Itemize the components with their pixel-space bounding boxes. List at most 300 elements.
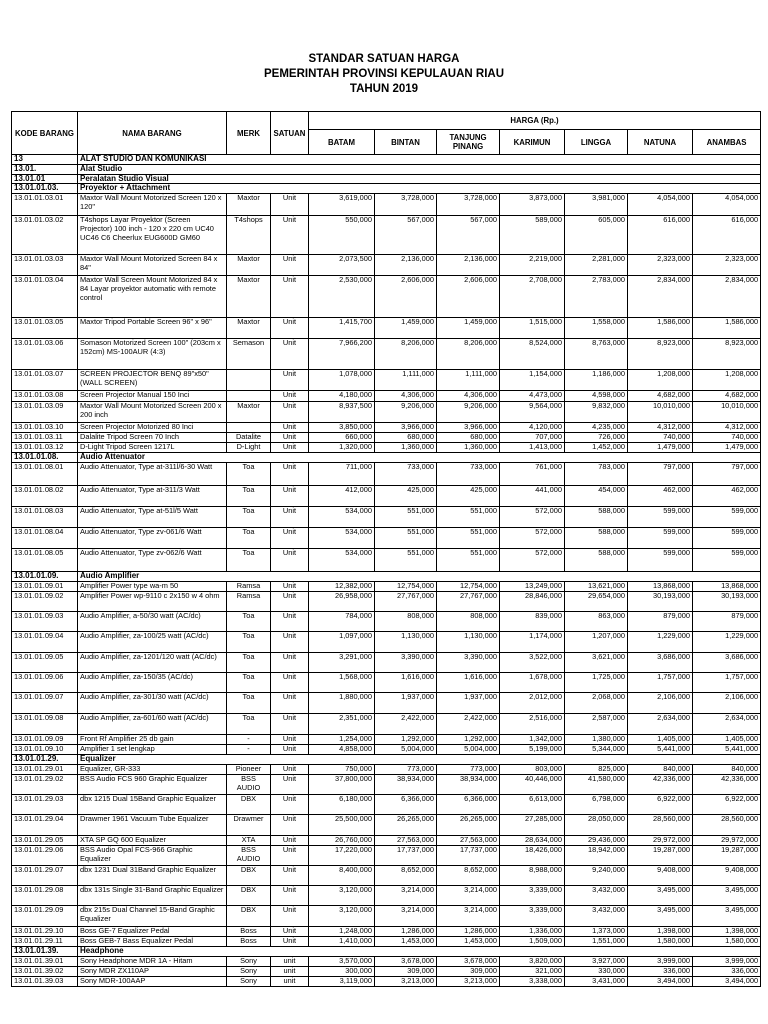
item-price: 1,479,000 <box>693 443 761 453</box>
item-price: 1,360,000 <box>375 443 437 453</box>
item-name: Boss GEB-7 Bass Equalizer Pedal <box>78 936 227 946</box>
header-region: LINGGA <box>565 130 628 155</box>
item-price: 9,564,000 <box>500 402 565 423</box>
item-name: Audio Amplifier, za-1201/120 watt (AC/dc) <box>78 652 227 672</box>
item-price: 1,229,000 <box>693 631 761 652</box>
item-merk: XTA <box>227 835 271 845</box>
item-price: 726,000 <box>565 433 628 443</box>
item-price: 599,000 <box>693 506 761 527</box>
table-row <box>12 713 761 734</box>
item-satuan: Unit <box>271 905 309 926</box>
item-merk: Toa <box>227 713 271 734</box>
item-price: 30,193,000 <box>693 591 761 611</box>
item-name: Audio Attenuator, Type at-311l/6-30 Watt <box>78 462 227 485</box>
item-price: 750,000 <box>309 764 375 774</box>
item-code: 13.01.01.08.04 <box>12 527 78 548</box>
header-merk: MERK <box>227 112 271 155</box>
table-row <box>12 966 761 976</box>
item-price: 1,757,000 <box>693 672 761 692</box>
item-price: 3,291,000 <box>309 652 375 672</box>
item-merk: DBX <box>227 794 271 814</box>
item-merk <box>227 423 271 433</box>
title-line-3: TAHUN 2019 <box>349 83 419 95</box>
header-harga: HARGA (Rp.) <box>309 112 761 130</box>
item-price: 300,000 <box>309 966 375 976</box>
item-price: 2,516,000 <box>500 713 565 734</box>
item-price: 567,000 <box>375 216 437 255</box>
item-price: 1,154,000 <box>500 370 565 391</box>
item-price: 40,446,000 <box>500 774 565 794</box>
item-price: 17,220,000 <box>309 845 375 865</box>
item-price: 1,725,000 <box>565 672 628 692</box>
item-merk: Toa <box>227 631 271 652</box>
item-price: 2,834,000 <box>693 276 761 318</box>
table-body <box>12 155 761 987</box>
table-row <box>12 370 761 391</box>
item-price: 4,473,000 <box>500 391 565 402</box>
item-price: 588,000 <box>565 548 628 571</box>
item-name: Maxtor Wall Mount Motorized Screen 120 x 120" <box>78 194 227 216</box>
item-price: 2,634,000 <box>628 713 693 734</box>
item-price: 4,054,000 <box>628 194 693 216</box>
table-row <box>12 744 761 754</box>
item-price: 599,000 <box>693 527 761 548</box>
item-code: 13.01.01.08.02 <box>12 485 78 506</box>
item-price: 3,686,000 <box>693 652 761 672</box>
item-price: 8,652,000 <box>437 865 500 885</box>
item-price: 1,398,000 <box>693 926 761 936</box>
table-row <box>12 835 761 845</box>
item-merk: Pioneer <box>227 764 271 774</box>
item-code: 13.01.01.03.04 <box>12 276 78 318</box>
table-row <box>12 485 761 506</box>
item-price: 12,754,000 <box>375 581 437 591</box>
item-price: 1,558,000 <box>565 318 628 339</box>
item-satuan: Unit <box>271 581 309 591</box>
item-price: 28,560,000 <box>628 814 693 835</box>
item-merk: Maxtor <box>227 255 271 276</box>
item-name: D-Light Tripod Screen 1217L <box>78 443 227 453</box>
item-code: 13.01.01.29.07 <box>12 865 78 885</box>
item-merk: Toa <box>227 485 271 506</box>
item-merk: DBX <box>227 905 271 926</box>
item-satuan: Unit <box>271 631 309 652</box>
group-row <box>12 946 761 956</box>
item-price: 8,400,000 <box>309 865 375 885</box>
price-table <box>11 111 761 987</box>
item-code: 13.01.01.29.01 <box>12 764 78 774</box>
item-code: 13.01.01.29.05 <box>12 835 78 845</box>
item-price: 3,686,000 <box>628 652 693 672</box>
item-price: 27,767,000 <box>375 591 437 611</box>
item-price: 808,000 <box>437 611 500 631</box>
item-price: 4,312,000 <box>628 423 693 433</box>
header-region: BINTAN <box>375 130 437 155</box>
item-name: dbx 1215 Dual 15Band Graphic Equalizer <box>78 794 227 814</box>
item-price: 25,500,000 <box>309 814 375 835</box>
item-name: Audio Attenuator, Type at-311/3 Watt <box>78 485 227 506</box>
item-price: 2,012,000 <box>500 692 565 713</box>
item-name: dbx 215s Dual Channel 15-Band Graphic Equalizer <box>78 905 227 926</box>
item-name: Amplifier 1 set lengkap <box>78 744 227 754</box>
item-name: Audio Amplifier, za-150/35 (AC/dc) <box>78 672 227 692</box>
item-satuan: Unit <box>271 845 309 865</box>
item-price: 37,800,000 <box>309 774 375 794</box>
group-code: 13.01.01.39. <box>12 946 78 956</box>
item-price: 1,097,000 <box>309 631 375 652</box>
item-price: 1,208,000 <box>693 370 761 391</box>
item-price: 550,000 <box>309 216 375 255</box>
item-price: 336,000 <box>628 966 693 976</box>
item-name: Sony Headphone MDR 1A - Hitam <box>78 956 227 966</box>
group-code: 13.01.01.09. <box>12 571 78 581</box>
item-name: Audio Amplifier, za-100/25 watt (AC/dc) <box>78 631 227 652</box>
item-price: 3,120,000 <box>309 885 375 905</box>
group-row <box>12 184 761 194</box>
item-price: 2,634,000 <box>693 713 761 734</box>
group-name: Proyektor + Attachment <box>78 184 761 194</box>
item-name: dbx 131s Single 31-Band Graphic Equalizer <box>78 885 227 905</box>
item-name: Dalalite Tripod Screen 70 Inch <box>78 433 227 443</box>
item-price: 1,415,700 <box>309 318 375 339</box>
table-row <box>12 794 761 814</box>
item-price: 551,000 <box>437 527 500 548</box>
item-price: 4,682,000 <box>628 391 693 402</box>
item-merk: Toa <box>227 548 271 571</box>
item-price: 28,560,000 <box>693 814 761 835</box>
header-region: TANJUNG PINANG <box>437 130 500 155</box>
item-price: 733,000 <box>437 462 500 485</box>
item-price: 797,000 <box>628 462 693 485</box>
table-row <box>12 548 761 571</box>
table-row <box>12 443 761 453</box>
item-merk: Toa <box>227 611 271 631</box>
item-price: 3,213,000 <box>375 976 437 986</box>
item-code: 13.01.01.09.04 <box>12 631 78 652</box>
item-price: 5,441,000 <box>628 744 693 754</box>
item-code: 13.01.01.03.12 <box>12 443 78 453</box>
item-price: 588,000 <box>565 506 628 527</box>
item-code: 13.01.01.09.06 <box>12 672 78 692</box>
table-row <box>12 391 761 402</box>
item-price: 8,652,000 <box>375 865 437 885</box>
item-price: 27,285,000 <box>500 814 565 835</box>
item-price: 1,616,000 <box>375 672 437 692</box>
item-price: 6,366,000 <box>437 794 500 814</box>
item-price: 27,767,000 <box>437 591 500 611</box>
item-price: 462,000 <box>628 485 693 506</box>
item-satuan: Unit <box>271 548 309 571</box>
header-satuan: SATUAN <box>271 112 309 155</box>
item-price: 551,000 <box>437 548 500 571</box>
item-price: 599,000 <box>693 548 761 571</box>
item-price: 3,999,000 <box>628 956 693 966</box>
item-price: 2,606,000 <box>375 276 437 318</box>
item-code: 13.01.01.29.11 <box>12 936 78 946</box>
item-price: 13,249,000 <box>500 581 565 591</box>
item-merk <box>227 370 271 391</box>
item-price: 1,336,000 <box>500 926 565 936</box>
item-price: 567,000 <box>437 216 500 255</box>
item-price: 3,820,000 <box>500 956 565 966</box>
item-price: 1,207,000 <box>565 631 628 652</box>
item-satuan: Unit <box>271 216 309 255</box>
item-code: 13.01.01.29.10 <box>12 926 78 936</box>
item-price: 3,966,000 <box>437 423 500 433</box>
item-price: 27,563,000 <box>375 835 437 845</box>
item-price: 4,312,000 <box>693 423 761 433</box>
item-price: 1,410,000 <box>309 936 375 946</box>
item-price: 4,306,000 <box>375 391 437 402</box>
item-price: 572,000 <box>500 527 565 548</box>
item-code: 13.01.01.39.01 <box>12 956 78 966</box>
item-merk: BSS AUDIO <box>227 774 271 794</box>
item-price: 4,682,000 <box>693 391 761 402</box>
item-name: Amplifier Power wp-9110 c 2x150 w 4 ohm <box>78 591 227 611</box>
item-price: 808,000 <box>375 611 437 631</box>
item-price: 1,515,000 <box>500 318 565 339</box>
item-price: 13,868,000 <box>628 581 693 591</box>
item-price: 336,000 <box>693 966 761 976</box>
item-price: 42,336,000 <box>693 774 761 794</box>
table-row <box>12 194 761 216</box>
item-price: 38,934,000 <box>437 774 500 794</box>
item-price: 1,459,000 <box>375 318 437 339</box>
item-satuan: Unit <box>271 774 309 794</box>
item-price: 28,634,000 <box>500 835 565 845</box>
item-satuan: Unit <box>271 713 309 734</box>
item-price: 588,000 <box>565 527 628 548</box>
item-price: 3,390,000 <box>375 652 437 672</box>
item-price: 17,737,000 <box>375 845 437 865</box>
item-merk: Maxtor <box>227 318 271 339</box>
item-merk: Toa <box>227 652 271 672</box>
item-satuan: Unit <box>271 255 309 276</box>
item-price: 26,958,000 <box>309 591 375 611</box>
item-price: 797,000 <box>693 462 761 485</box>
item-price: 6,922,000 <box>628 794 693 814</box>
item-price: 6,613,000 <box>500 794 565 814</box>
item-price: 3,432,000 <box>565 885 628 905</box>
item-price: 711,000 <box>309 462 375 485</box>
item-satuan: Unit <box>271 462 309 485</box>
item-name: Audio Attenuator, Type at-51l/5 Watt <box>78 506 227 527</box>
item-price: 4,054,000 <box>693 194 761 216</box>
item-price: 4,306,000 <box>437 391 500 402</box>
item-price: 879,000 <box>628 611 693 631</box>
item-satuan: Unit <box>271 433 309 443</box>
item-merk: Maxtor <box>227 402 271 423</box>
table-row <box>12 814 761 835</box>
item-price: 840,000 <box>693 764 761 774</box>
item-price: 454,000 <box>565 485 628 506</box>
item-price: 1,568,000 <box>309 672 375 692</box>
item-satuan: Unit <box>271 734 309 744</box>
item-price: 41,580,000 <box>565 774 628 794</box>
item-code: 13.01.01.29.09 <box>12 905 78 926</box>
item-satuan: Unit <box>271 764 309 774</box>
item-price: 5,344,000 <box>565 744 628 754</box>
item-price: 773,000 <box>437 764 500 774</box>
item-price: 6,366,000 <box>375 794 437 814</box>
item-price: 42,336,000 <box>628 774 693 794</box>
item-code: 13.01.01.03.09 <box>12 402 78 423</box>
item-satuan: Unit <box>271 652 309 672</box>
table-row <box>12 764 761 774</box>
table-row <box>12 339 761 370</box>
item-price: 28,846,000 <box>500 591 565 611</box>
item-price: 8,206,000 <box>437 339 500 370</box>
header-kode: KODE BARANG <box>12 112 78 155</box>
item-price: 1,111,000 <box>437 370 500 391</box>
item-satuan: unit <box>271 976 309 986</box>
item-price: 8,206,000 <box>375 339 437 370</box>
table-row <box>12 672 761 692</box>
item-price: 1,678,000 <box>500 672 565 692</box>
item-price: 19,287,000 <box>693 845 761 865</box>
item-name: Boss GE-7 Equalizer Pedal <box>78 926 227 936</box>
item-price: 616,000 <box>693 216 761 255</box>
item-satuan: unit <box>271 956 309 966</box>
item-price: 4,858,000 <box>309 744 375 754</box>
item-price: 13,868,000 <box>693 581 761 591</box>
item-price: 551,000 <box>437 506 500 527</box>
item-price: 572,000 <box>500 506 565 527</box>
table-row <box>12 885 761 905</box>
table-row <box>12 216 761 255</box>
item-price: 3,213,000 <box>437 976 500 986</box>
item-price: 3,120,000 <box>309 905 375 926</box>
item-price: 707,000 <box>500 433 565 443</box>
item-price: 572,000 <box>500 548 565 571</box>
table-row <box>12 255 761 276</box>
item-price: 3,927,000 <box>565 956 628 966</box>
item-code: 13.01.01.09.02 <box>12 591 78 611</box>
item-merk: Toa <box>227 462 271 485</box>
item-code: 13.01.01.29.04 <box>12 814 78 835</box>
item-code: 13.01.01.09.09 <box>12 734 78 744</box>
item-merk <box>227 391 271 402</box>
table-row <box>12 936 761 946</box>
item-code: 13.01.01.03.06 <box>12 339 78 370</box>
item-price: 551,000 <box>375 548 437 571</box>
item-price: 8,923,000 <box>693 339 761 370</box>
item-price: 1,174,000 <box>500 631 565 652</box>
group-code: 13.01. <box>12 164 78 174</box>
item-price: 680,000 <box>437 433 500 443</box>
item-price: 2,323,000 <box>628 255 693 276</box>
item-price: 1,459,000 <box>437 318 500 339</box>
item-price: 6,922,000 <box>693 794 761 814</box>
item-price: 9,832,000 <box>565 402 628 423</box>
item-price: 2,219,000 <box>500 255 565 276</box>
item-code: 13.01.01.39.02 <box>12 966 78 976</box>
item-satuan: Unit <box>271 485 309 506</box>
item-name: Maxtor Wall Screen Mount Motorized 84 x 84 Layar proyektor automatic with remote control <box>78 276 227 318</box>
item-price: 412,000 <box>309 485 375 506</box>
item-price: 3,339,000 <box>500 885 565 905</box>
item-merk: Ramsa <box>227 581 271 591</box>
table-row <box>12 845 761 865</box>
item-price: 1,320,000 <box>309 443 375 453</box>
item-price: 534,000 <box>309 506 375 527</box>
item-code: 13.01.01.03.03 <box>12 255 78 276</box>
item-price: 27,563,000 <box>437 835 500 845</box>
item-merk: Toa <box>227 506 271 527</box>
item-code: 13.01.01.03.11 <box>12 433 78 443</box>
item-price: 462,000 <box>693 485 761 506</box>
item-price: 17,737,000 <box>437 845 500 865</box>
item-price: 1,586,000 <box>628 318 693 339</box>
item-price: 9,206,000 <box>375 402 437 423</box>
item-satuan: Unit <box>271 443 309 453</box>
item-price: 783,000 <box>565 462 628 485</box>
item-merk: Boss <box>227 936 271 946</box>
item-price: 1,405,000 <box>693 734 761 744</box>
item-price: 1,292,000 <box>375 734 437 744</box>
item-price: 2,323,000 <box>693 255 761 276</box>
item-price: 3,728,000 <box>375 194 437 216</box>
item-merk: Maxtor <box>227 194 271 216</box>
item-merk: DBX <box>227 865 271 885</box>
table-row <box>12 905 761 926</box>
item-price: 2,530,000 <box>309 276 375 318</box>
table-row <box>12 734 761 744</box>
item-name: Audio Amplifier, a-50/30 watt (AC/dc) <box>78 611 227 631</box>
item-price: 28,050,000 <box>565 814 628 835</box>
item-satuan: Unit <box>271 276 309 318</box>
item-price: 616,000 <box>628 216 693 255</box>
item-merk: Sony <box>227 956 271 966</box>
item-code: 13.01.01.39.03 <box>12 976 78 986</box>
item-price: 534,000 <box>309 527 375 548</box>
item-satuan: Unit <box>271 885 309 905</box>
item-satuan: Unit <box>271 814 309 835</box>
item-merk: Datalite <box>227 433 271 443</box>
item-price: 1,286,000 <box>437 926 500 936</box>
item-satuan: Unit <box>271 391 309 402</box>
item-price: 2,136,000 <box>375 255 437 276</box>
item-price: 1,229,000 <box>628 631 693 652</box>
item-price: 761,000 <box>500 462 565 485</box>
item-price: 2,106,000 <box>628 692 693 713</box>
item-price: 2,587,000 <box>565 713 628 734</box>
item-price: 1,453,000 <box>437 936 500 946</box>
item-name: BSS Audio FCS 960 Graphic Equalizer <box>78 774 227 794</box>
item-code: 13.01.01.09.08 <box>12 713 78 734</box>
item-price: 29,654,000 <box>565 591 628 611</box>
item-price: 5,199,000 <box>500 744 565 754</box>
item-satuan: unit <box>271 966 309 976</box>
item-name: Audio Attenuator, Type zv-061/6 Watt <box>78 527 227 548</box>
item-price: 1,616,000 <box>437 672 500 692</box>
item-price: 840,000 <box>628 764 693 774</box>
item-price: 2,422,000 <box>375 713 437 734</box>
item-price: 29,972,000 <box>628 835 693 845</box>
item-name: Audio Amplifier, za-601/60 watt (AC/dc) <box>78 713 227 734</box>
item-price: 863,000 <box>565 611 628 631</box>
item-code: 13.01.01.09.05 <box>12 652 78 672</box>
item-price: 740,000 <box>693 433 761 443</box>
item-price: 3,338,000 <box>500 976 565 986</box>
header-nama: NAMA BARANG <box>78 112 227 155</box>
item-satuan: Unit <box>271 194 309 216</box>
item-price: 6,180,000 <box>309 794 375 814</box>
item-price: 3,494,000 <box>693 976 761 986</box>
item-price: 784,000 <box>309 611 375 631</box>
item-price: 4,235,000 <box>565 423 628 433</box>
item-price: 773,000 <box>375 764 437 774</box>
